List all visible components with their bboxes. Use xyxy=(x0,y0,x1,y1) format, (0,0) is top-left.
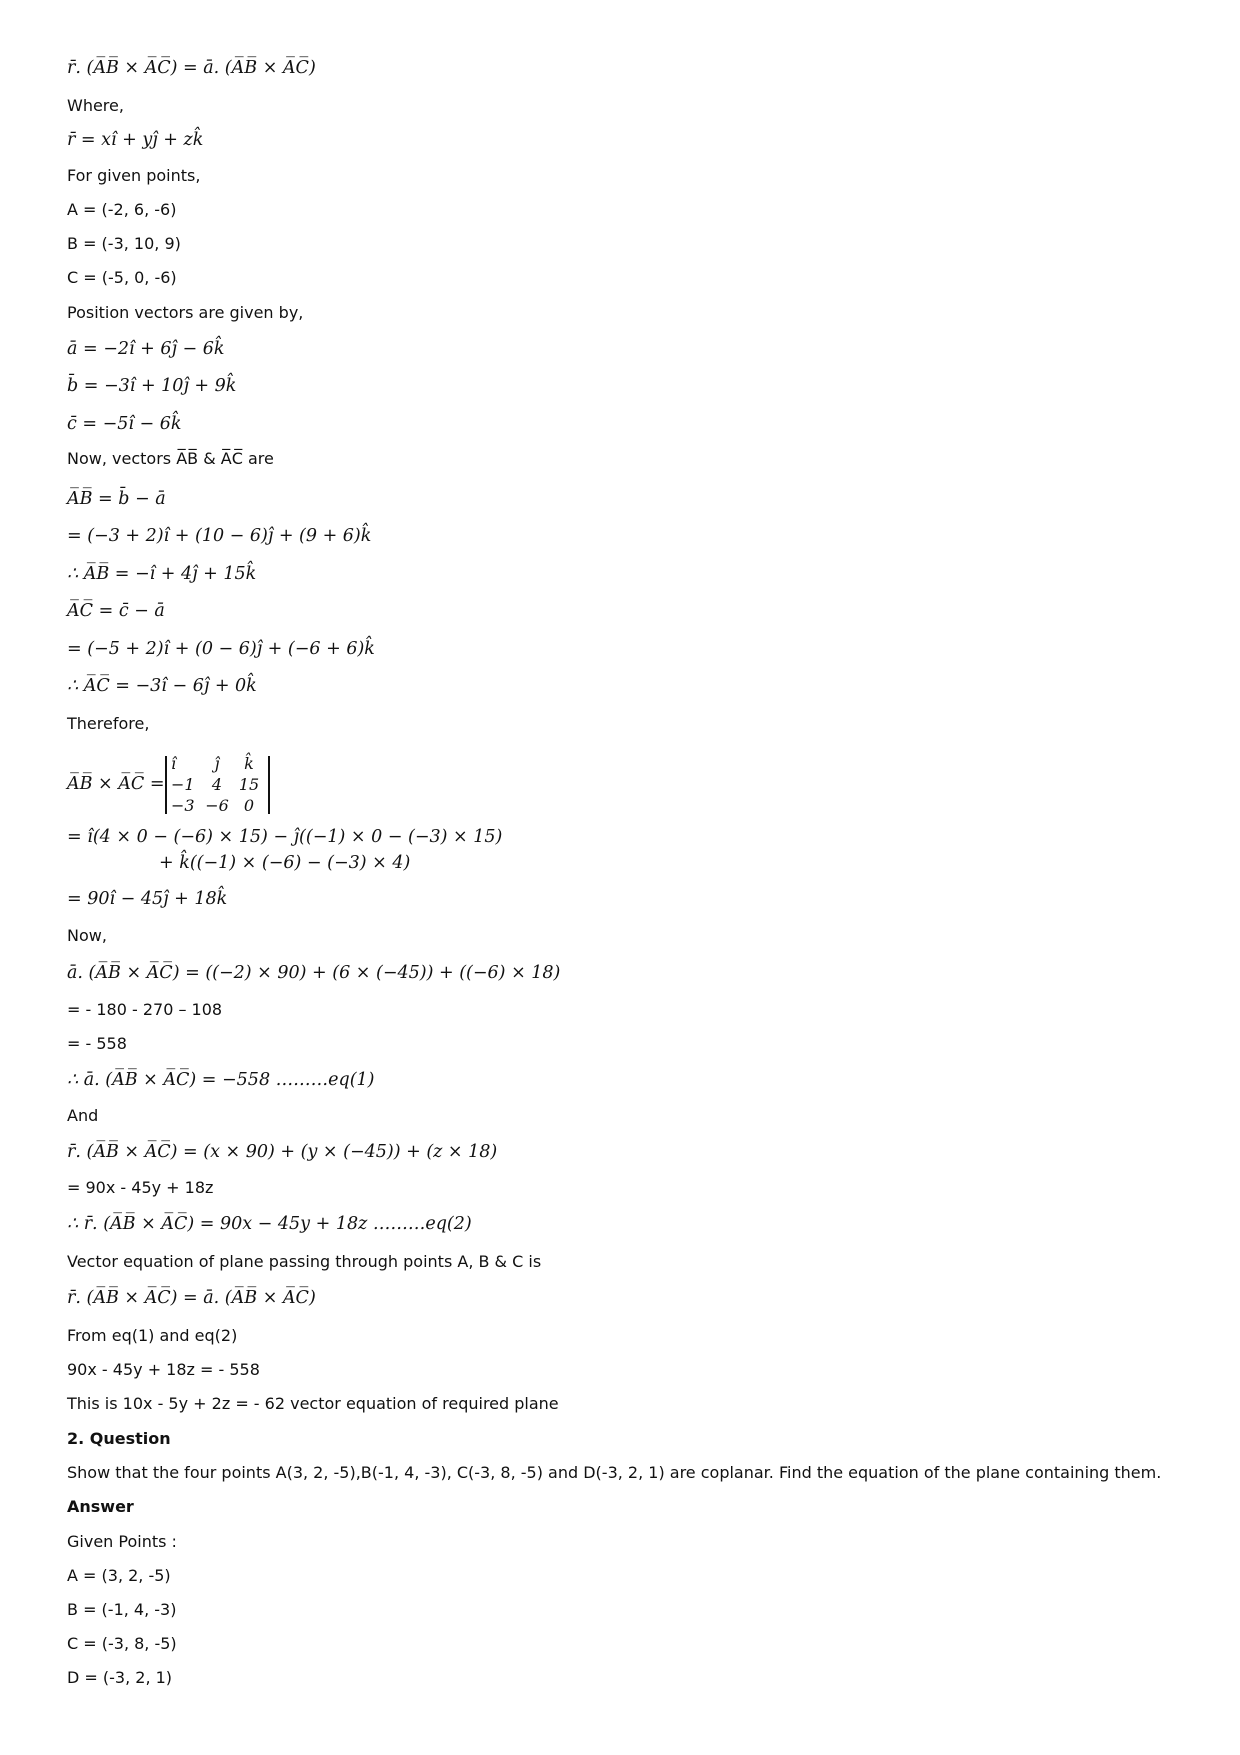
text-line: And xyxy=(67,1106,99,1125)
text-line: A = (-2, 6, -6) xyxy=(67,200,177,219)
text-line: A = (3, 2, -5) xyxy=(67,1566,171,1585)
section-heading: Answer xyxy=(67,1497,134,1516)
math-line: ∴ A̅B̅ = −î + 4ĵ + 15k̂ xyxy=(67,564,257,584)
math-line: = 90î − 45ĵ + 18k̂ xyxy=(67,889,228,909)
math-line: A̅C̅ = c̄ − ā xyxy=(67,601,165,621)
math-line: = (−3 + 2)î + (10 − 6)ĵ + (9 + 6)k̂ xyxy=(67,526,372,546)
determinant-cell: −1 xyxy=(171,775,195,794)
text-line: B = (-3, 10, 9) xyxy=(67,234,181,253)
text-line: B = (-1, 4, -3) xyxy=(67,1600,177,1619)
determinant-lhs: A̅B̅ × A̅C̅ = xyxy=(67,774,165,794)
math-line: = î(4 × 0 − (−6) × 15) − ĵ((−1) × 0 − (−3) × 15) xyxy=(67,827,503,847)
math-line: r̄. (A̅B̅ × A̅C̅) = ā. (A̅B̅ × A̅C̅) xyxy=(67,1288,316,1308)
text-line: C = (-3, 8, -5) xyxy=(67,1634,177,1653)
text-line: From eq(1) and eq(2) xyxy=(67,1326,238,1345)
determinant-cell: î xyxy=(171,754,177,773)
math-line: r̄. (A̅B̅ × A̅C̅) = ā. (A̅B̅ × A̅C̅) xyxy=(67,58,316,78)
text-line: For given points, xyxy=(67,166,201,185)
text-line: D = (-3, 2, 1) xyxy=(67,1668,173,1687)
text-line: Now, xyxy=(67,926,107,945)
determinant-cell: k̂ xyxy=(244,754,254,773)
text-line: = 90x - 45y + 18z xyxy=(67,1178,214,1197)
determinant-cell: ĵ xyxy=(214,754,220,773)
text-line: Show that the four points A(3, 2, -5),B(-1, 4, -3), C(-3, 8, -5) and D(-3, 2, 1) are coplanar. Find the equation of the plane containing them. xyxy=(67,1463,1162,1482)
determinant-cell: 15 xyxy=(238,775,260,794)
determinant-cell: 4 xyxy=(211,775,223,794)
math-line: c̄ = −5î − 6k̂ xyxy=(67,414,182,434)
text-line: This is 10x - 5y + 2z = - 62 vector equation of required plane xyxy=(67,1394,559,1413)
text-line: C = (-5, 0, -6) xyxy=(67,268,177,287)
math-line: ∴ r̄. (A̅B̅ × A̅C̅) = 90x − 45y + 18z ………eq(2) xyxy=(67,1214,472,1234)
text-line: 90x - 45y + 18z = - 558 xyxy=(67,1360,260,1379)
math-line: r̄ = xî + yĵ + zk̂ xyxy=(67,130,204,150)
text-line: Now, vectors A̅B̅ & A̅C̅ are xyxy=(67,449,274,468)
text-line: Therefore, xyxy=(67,714,150,733)
determinant-cell: −3 xyxy=(171,796,195,815)
determinant-cell: −6 xyxy=(205,796,229,815)
math-line: = (−5 + 2)î + (0 − 6)ĵ + (−6 + 6)k̂ xyxy=(67,639,375,659)
math-line: + k̂((−1) × (−6) − (−3) × 4) xyxy=(159,853,411,873)
section-heading: 2. Question xyxy=(67,1429,171,1448)
math-line: ∴ ā. (A̅B̅ × A̅C̅) = −558 ………eq(1) xyxy=(67,1070,375,1090)
math-line: ā = −2î + 6ĵ − 6k̂ xyxy=(67,339,225,359)
math-line: ∴ A̅C̅ = −3î − 6ĵ + 0k̂ xyxy=(67,676,257,696)
math-line: ā. (A̅B̅ × A̅C̅) = ((−2) × 90) + (6 × (−45)) + ((−6) × 18) xyxy=(67,963,561,983)
text-line: = - 180 - 270 – 108 xyxy=(67,1000,223,1019)
math-line: r̄. (A̅B̅ × A̅C̅) = (x × 90) + (y × (−45)) + (z × 18) xyxy=(67,1142,498,1162)
math-line: A̅B̅ = b̄ − ā xyxy=(67,489,166,509)
math-line: b̄ = −3î + 10ĵ + 9k̂ xyxy=(67,376,237,396)
determinant-left-bar xyxy=(165,756,167,814)
text-line: Position vectors are given by, xyxy=(67,303,304,322)
text-line: = - 558 xyxy=(67,1034,127,1053)
cross-product-determinant xyxy=(67,752,487,818)
text-line: Given Points : xyxy=(67,1532,177,1551)
determinant-cell: 0 xyxy=(243,796,255,815)
text-line: Where, xyxy=(67,96,124,115)
text-line: Vector equation of plane passing through points A, B & C is xyxy=(67,1252,542,1271)
